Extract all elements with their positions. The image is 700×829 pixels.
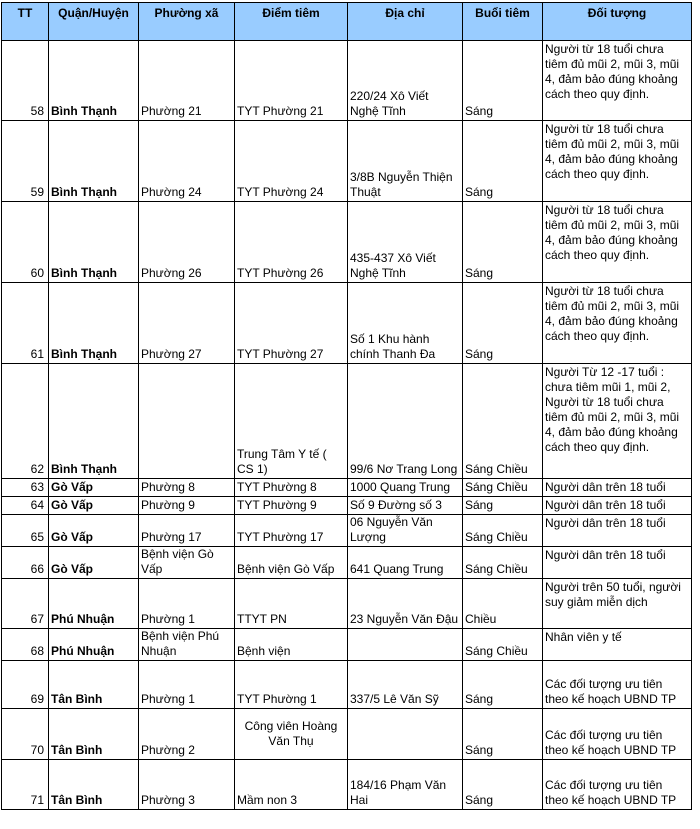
cell-district: Tân Bình (49, 661, 139, 709)
cell-tt: 70 (2, 709, 49, 760)
cell-district: Gò Vấp (49, 515, 139, 547)
cell-ward: Phường 1 (139, 661, 235, 709)
cell-target: Người dân trên 18 tuổi (543, 497, 692, 515)
cell-district: Phú Nhuận (49, 579, 139, 629)
cell-session: Sáng Chiều (463, 629, 543, 661)
cell-ward: Phường 1 (139, 579, 235, 629)
cell-session: Sáng (463, 121, 543, 202)
cell-session: Sáng Chiều (463, 515, 543, 547)
table-row (2, 121, 692, 202)
cell-ward: Phường 24 (139, 121, 235, 202)
table-row (2, 709, 692, 760)
cell-session: Sáng Chiều (463, 547, 543, 579)
cell-target: Người từ 18 tuổi chưa tiêm đủ mũi 2, mũi 3, mũi 4, đảm bảo đúng khoảng cách theo quy định. (543, 283, 692, 364)
cell-district: Bình Thạnh (49, 364, 139, 479)
cell-target: Người Từ 12 -17 tuổi : chưa tiêm mũi 1, mũi 2, Người từ 18 tuổi chưa tiêm đủ mũi 2, mũi 3, mũi 4, đảm bảo đúng khoảng cách theo quy định. (543, 364, 692, 479)
cell-ward: Phường 3 (139, 760, 235, 810)
table-row (2, 202, 692, 283)
cell-district: Bình Thạnh (49, 283, 139, 364)
cell-tt: 58 (2, 41, 49, 121)
table-row (2, 661, 692, 709)
cell-address (348, 629, 463, 661)
cell-ward: Phường 9 (139, 497, 235, 515)
table-row (2, 283, 692, 364)
cell-ward: Phường 26 (139, 202, 235, 283)
cell-target: Người dân trên 18 tuổi (543, 547, 692, 579)
cell-address: 99/6 Nơ Trang Long (348, 364, 463, 479)
cell-target: Các đối tượng ưu tiên theo kế hoạch UBND TP (543, 661, 692, 709)
cell-site: Bệnh viện Gò Vấp (235, 547, 348, 579)
cell-district: Phú Nhuận (49, 629, 139, 661)
cell-tt: 60 (2, 202, 49, 283)
cell-target: Người từ 18 tuổi chưa tiêm đủ mũi 2, mũi 3, mũi 4, đảm bảo đúng khoảng cách theo quy định. (543, 41, 692, 121)
cell-target: Nhân viên y tế (543, 629, 692, 661)
cell-session: Sáng Chiều (463, 479, 543, 497)
cell-site: TYT Phường 24 (235, 121, 348, 202)
cell-address: 06 Nguyễn Văn Lượng (348, 515, 463, 547)
cell-district: Tân Bình (49, 709, 139, 760)
cell-ward (139, 364, 235, 479)
cell-site: Công viên Hoàng Văn Thụ (235, 709, 348, 760)
cell-tt: 68 (2, 629, 49, 661)
table-row (2, 629, 692, 661)
cell-site: TYT Phường 9 (235, 497, 348, 515)
cell-site: TTYT PN (235, 579, 348, 629)
cell-tt: 66 (2, 547, 49, 579)
cell-district: Gò Vấp (49, 479, 139, 497)
header-target: Đối tượng (543, 3, 692, 41)
cell-address (348, 709, 463, 760)
header-district: Quận/Huyện (49, 3, 139, 41)
cell-address: 641 Quang Trung (348, 547, 463, 579)
cell-tt: 67 (2, 579, 49, 629)
cell-district: Gò Vấp (49, 497, 139, 515)
cell-session: Sáng Chiều (463, 364, 543, 479)
cell-session: Sáng (463, 202, 543, 283)
cell-session: Chiều (463, 579, 543, 629)
cell-session: Sáng (463, 661, 543, 709)
table-row (2, 364, 692, 479)
cell-target: Người từ 18 tuổi chưa tiêm đủ mũi 2, mũi 3, mũi 4, đảm bảo đúng khoảng cách theo quy định. (543, 121, 692, 202)
cell-district: Bình Thạnh (49, 41, 139, 121)
cell-target: Người dân trên 18 tuổi (543, 515, 692, 547)
cell-site: TYT Phường 17 (235, 515, 348, 547)
cell-tt: 65 (2, 515, 49, 547)
cell-site: Bệnh viện (235, 629, 348, 661)
table-row (2, 479, 692, 497)
table-row (2, 41, 692, 121)
table-row (2, 579, 692, 629)
cell-tt: 71 (2, 760, 49, 810)
cell-site: TYT Phường 27 (235, 283, 348, 364)
cell-tt: 64 (2, 497, 49, 515)
cell-session: Sáng (463, 760, 543, 810)
cell-site: TYT Phường 21 (235, 41, 348, 121)
cell-ward: Phường 27 (139, 283, 235, 364)
header-row (2, 3, 692, 41)
header-address: Địa chỉ (348, 3, 463, 41)
cell-site: TYT Phường 8 (235, 479, 348, 497)
table-row (2, 497, 692, 515)
cell-session: Sáng (463, 497, 543, 515)
cell-address: 1000 Quang Trung (348, 479, 463, 497)
cell-district: Tân Bình (49, 760, 139, 810)
cell-district: Bình Thạnh (49, 121, 139, 202)
cell-ward: Phường 17 (139, 515, 235, 547)
cell-district: Bình Thạnh (49, 202, 139, 283)
cell-ward: Bệnh viện Gò Vấp (139, 547, 235, 579)
cell-target: Người từ 18 tuổi chưa tiêm đủ mũi 2, mũi 3, mũi 4, đảm bảo đúng khoảng cách theo quy định. (543, 202, 692, 283)
cell-session: Sáng (463, 283, 543, 364)
header-session: Buổi tiêm (463, 3, 543, 41)
cell-session: Sáng (463, 709, 543, 760)
cell-site: Trung Tâm Y tế ( CS 1) (235, 364, 348, 479)
cell-ward: Bệnh viện Phú Nhuận (139, 629, 235, 661)
cell-address: 220/24 Xô Viết Nghệ Tĩnh (348, 41, 463, 121)
cell-site: TYT Phường 1 (235, 661, 348, 709)
cell-address: Số 9 Đường số 3 (348, 497, 463, 515)
cell-target: Các đối tượng ưu tiên theo kế hoạch UBND TP (543, 760, 692, 810)
cell-address: 23 Nguyễn Văn Đậu (348, 579, 463, 629)
header-ward: Phường xã (139, 3, 235, 41)
cell-site: TYT Phường 26 (235, 202, 348, 283)
cell-tt: 63 (2, 479, 49, 497)
cell-address: 337/5 Lê Văn Sỹ (348, 661, 463, 709)
cell-tt: 69 (2, 661, 49, 709)
cell-address: 184/16 Phạm Văn Hai (348, 760, 463, 810)
cell-address: 435-437 Xô Viết Nghệ Tĩnh (348, 202, 463, 283)
cell-tt: 62 (2, 364, 49, 479)
table-row (2, 547, 692, 579)
cell-tt: 59 (2, 121, 49, 202)
cell-session: Sáng (463, 41, 543, 121)
cell-address: Số 1 Khu hành chính Thanh Đa (348, 283, 463, 364)
cell-ward: Phường 8 (139, 479, 235, 497)
header-site: Điểm tiêm (235, 3, 348, 41)
cell-target: Các đối tượng ưu tiên theo kế hoạch UBND TP (543, 709, 692, 760)
cell-ward: Phường 21 (139, 41, 235, 121)
header-tt: TT (2, 3, 49, 41)
table-row (2, 760, 692, 810)
cell-ward: Phường 2 (139, 709, 235, 760)
table-row (2, 515, 692, 547)
cell-tt: 61 (2, 283, 49, 364)
cell-target: Người dân trên 18 tuổi (543, 479, 692, 497)
cell-target: Người trên 50 tuổi, người suy giảm miễn dịch (543, 579, 692, 629)
vaccination-schedule-table (1, 2, 692, 810)
cell-district: Gò Vấp (49, 547, 139, 579)
cell-address: 3/8B Nguyễn Thiện Thuật (348, 121, 463, 202)
cell-site: Mầm non 3 (235, 760, 348, 810)
